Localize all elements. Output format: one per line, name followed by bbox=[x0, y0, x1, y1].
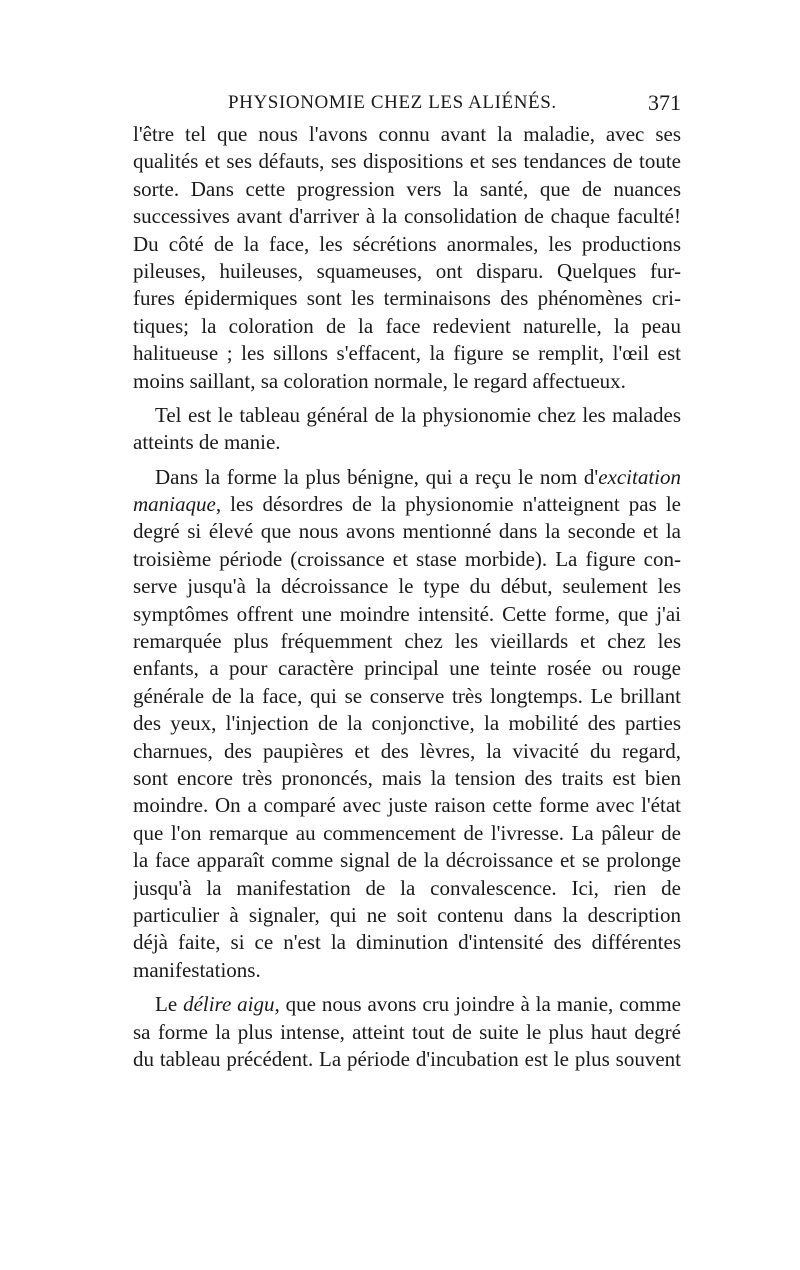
text-line: des yeux, l'injection de la conjonctive, la mobilité des parties bbox=[133, 711, 681, 736]
text-line: enfants, a pour caractère principal une teinte rosée ou rouge bbox=[133, 656, 681, 681]
text-line: symptômes offrent une moindre intensité. Cette forme, que j'ai bbox=[133, 601, 681, 626]
text-line: moindre. On a comparé avec juste raison cette forme avec l'état bbox=[133, 793, 681, 818]
text-line: halitueuse ; les sillons s'effacent, la figure se remplit, l'œil est bbox=[133, 341, 681, 366]
text-line: Du côté de la face, les sécrétions anormales, les productions bbox=[133, 231, 681, 256]
text-line: jusqu'à la manifestation de la convalescence. Ici, rien de bbox=[133, 875, 681, 900]
text-line: générale de la face, qui se conserve très longtemps. Le brillant bbox=[133, 683, 681, 708]
text-line: particulier à signaler, qui ne soit contenu dans la description bbox=[133, 902, 681, 927]
text-line: sont encore très prononcés, mais la tension des traits est bien bbox=[133, 765, 681, 790]
text-line: sa forme la plus intense, atteint tout de suite le plus haut degré bbox=[133, 1019, 681, 1044]
text-line: troisième période (croissance et stase morbide). La figure con- bbox=[133, 546, 681, 571]
page-number: 371 bbox=[648, 90, 681, 115]
text-span: , que nous avons cru joindre à la manie, comme bbox=[274, 992, 681, 1017]
text-line: charnues, des paupières et des lèvres, la vivacité du regard, bbox=[133, 738, 681, 763]
text-line: serve jusqu'à la décroissance le type du début, seulement les bbox=[133, 574, 681, 599]
text-line: l'être tel que nous l'avons connu avant la maladie, avec ses bbox=[133, 122, 681, 146]
italic-term: excitation bbox=[598, 464, 681, 489]
paragraph bbox=[133, 121, 681, 395]
text-line: successives avant d'arriver à la consolidation de chaque faculté! bbox=[133, 204, 681, 229]
paragraph bbox=[133, 402, 681, 457]
text-line: pileuses, huileuses, squameuses, ont disparu. Quelques fur- bbox=[133, 258, 681, 283]
text-line: du tableau précédent. La période d'incubation est le plus souvent bbox=[133, 1046, 681, 1071]
text-line bbox=[133, 464, 681, 491]
text-line bbox=[133, 491, 681, 518]
text-line: degré si élevé que nous avons mentionné dans la seconde et la bbox=[133, 519, 681, 544]
italic-term: délire aigu bbox=[183, 992, 275, 1017]
text-line: tiques; la coloration de la face redevient naturelle, la peau bbox=[133, 313, 681, 338]
text-line: manifestations. bbox=[133, 957, 261, 982]
italic-term: maniaque bbox=[133, 492, 216, 517]
text-line: qualités et ses défauts, ses dispositions et ses tendances de toute bbox=[133, 149, 681, 174]
text-span: , les désordres de la physionomie n'atteignent pas le bbox=[215, 492, 681, 517]
paragraph bbox=[133, 991, 681, 1073]
text-line: atteints de manie. bbox=[133, 430, 281, 455]
running-title: PHYSIONOMIE CHEZ LES ALIÉNÉS. bbox=[228, 92, 557, 113]
text-line: déjà faite, si ce n'est la diminution d'intensité des différentes bbox=[133, 930, 681, 955]
running-head bbox=[133, 92, 681, 118]
paragraph bbox=[133, 464, 681, 984]
body-text bbox=[133, 121, 681, 1073]
text-line: la face apparaît comme signal de la décroissance et se prolonge bbox=[133, 848, 681, 873]
text-line: Tel est le tableau général de la physionomie chez les malades bbox=[155, 402, 681, 427]
text-span: Le bbox=[155, 992, 184, 1017]
text-line bbox=[133, 991, 681, 1018]
text-line: que l'on remarque au commencement de l'ivresse. La pâleur de bbox=[133, 820, 681, 845]
text-line: fures épidermiques sont les terminaisons des phénomènes cri- bbox=[133, 286, 681, 311]
text-line: moins saillant, sa coloration normale, le regard affectueux. bbox=[133, 368, 626, 393]
text-line: remarquée plus fréquemment chez les vieillards et chez les bbox=[133, 629, 681, 654]
text-span: Dans la forme la plus bénigne, qui a reçu le nom d' bbox=[155, 464, 599, 489]
text-line: sorte. Dans cette progression vers la santé, que de nuances bbox=[133, 176, 681, 201]
